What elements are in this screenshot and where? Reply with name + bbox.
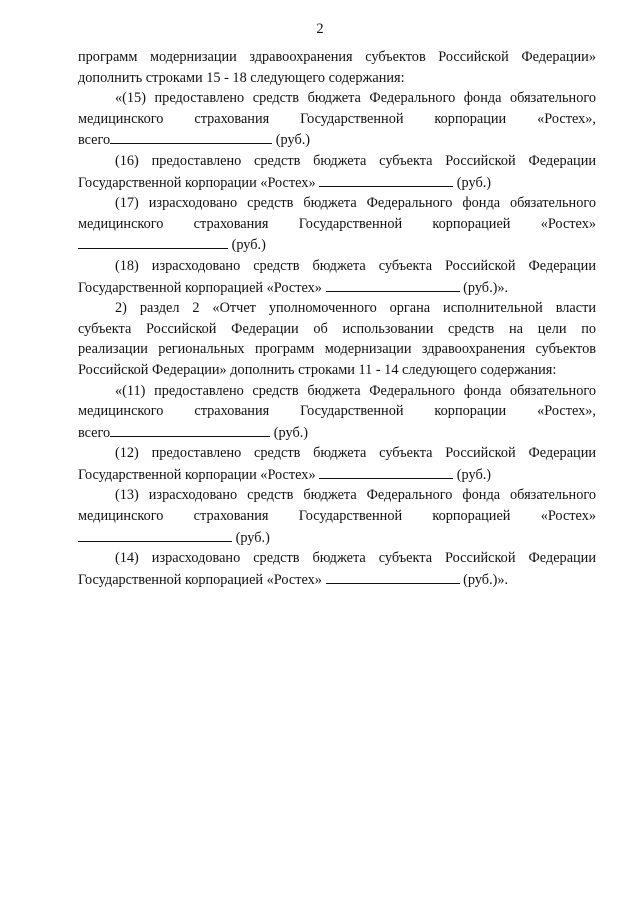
item-14-unit: (руб.)».: [463, 571, 509, 588]
item-13-line: [78, 527, 596, 549]
item-12-line: [78, 464, 596, 486]
item-15-unit: (руб.): [275, 132, 311, 149]
item-11-line: медицинского страхования Государственной корпорации «Ростех»,: [78, 403, 596, 420]
item-16-line: [78, 172, 596, 194]
item-11-total-label: всего: [78, 424, 111, 441]
item-17-unit: (руб.): [231, 237, 266, 254]
item-18-unit: (руб.)».: [463, 279, 509, 296]
fill-in-blank: [326, 277, 460, 292]
item-11-unit: (руб.): [273, 424, 309, 441]
item-16-unit: (руб.): [456, 174, 492, 191]
fill-in-blank: [319, 172, 453, 187]
item-15-line: «(15) предоставлено средств бюджета Федерального фонда обязательного: [115, 90, 596, 107]
item-15-total-label: всего: [78, 132, 111, 149]
paragraph-line: программ модернизации здравоохранения субъектов Российской Федерации»: [78, 49, 596, 65]
item-17-line: (17) израсходовано средств бюджета Федерального фонда обязательного: [115, 195, 596, 212]
item-15-line: медицинского страхования Государственной корпорации «Ростех»,: [78, 110, 596, 127]
item-18-text: Государственной корпорацией «Ростех»: [78, 279, 322, 296]
item-16-text: Государственной корпорации «Ростех»: [78, 174, 316, 191]
fill-in-blank: [78, 527, 232, 542]
paragraph-line: дополнить строками 15 - 18 следующего содержания:: [78, 69, 405, 86]
item-18-line: (18) израсходовано средств бюджета субъекта Российской Федерации: [115, 257, 596, 274]
item-11-line: «(11) предоставлено средств бюджета Федерального фонда обязательного: [115, 382, 596, 399]
item-13-line: (13) израсходовано средств бюджета Федерального фонда обязательного: [115, 487, 596, 504]
item-12-line: (12) предоставлено средств бюджета субъекта Российской Федерации: [115, 445, 596, 462]
item-14-line: [78, 569, 596, 591]
item-18-line: [78, 277, 596, 299]
item-15-line: [78, 129, 596, 151]
fill-in-blank: [319, 464, 453, 479]
fill-in-blank: [326, 569, 460, 584]
item-13-unit: (руб.): [235, 529, 270, 546]
item-13-line: медицинского страхования Государственной корпорацией «Ростех»: [78, 508, 596, 525]
item-12-unit: (руб.): [456, 466, 492, 483]
item-11-line: [78, 422, 596, 444]
item-17-line: [78, 234, 596, 256]
section-2-line: Российской Федерации» дополнить строками 11 - 14 следующего содержания:: [78, 361, 557, 378]
item-17-line: медицинского страхования Государственной корпорацией «Ростех»: [78, 215, 596, 232]
fill-in-blank: [110, 129, 272, 144]
section-2-line: субъекта Российской Федерации об использовании средств на цели по: [78, 320, 596, 337]
section-2-line: реализации региональных программ модернизации здравоохранения субъектов: [78, 341, 596, 358]
item-14-text: Государственной корпорацией «Ростех»: [78, 571, 322, 588]
document-body: [78, 47, 596, 590]
section-2-line: 2) раздел 2 «Отчет уполномоченного органа исполнительной власти: [115, 300, 596, 317]
item-16-line: (16) предоставлено средств бюджета субъекта Российской Федерации: [115, 152, 596, 169]
item-14-line: (14) израсходовано средств бюджета субъекта Российской Федерации: [115, 550, 596, 567]
item-12-text: Государственной корпорации «Ростех»: [78, 466, 316, 483]
fill-in-blank: [110, 422, 270, 437]
page-number: 2: [316, 21, 324, 37]
fill-in-blank: [78, 234, 228, 249]
